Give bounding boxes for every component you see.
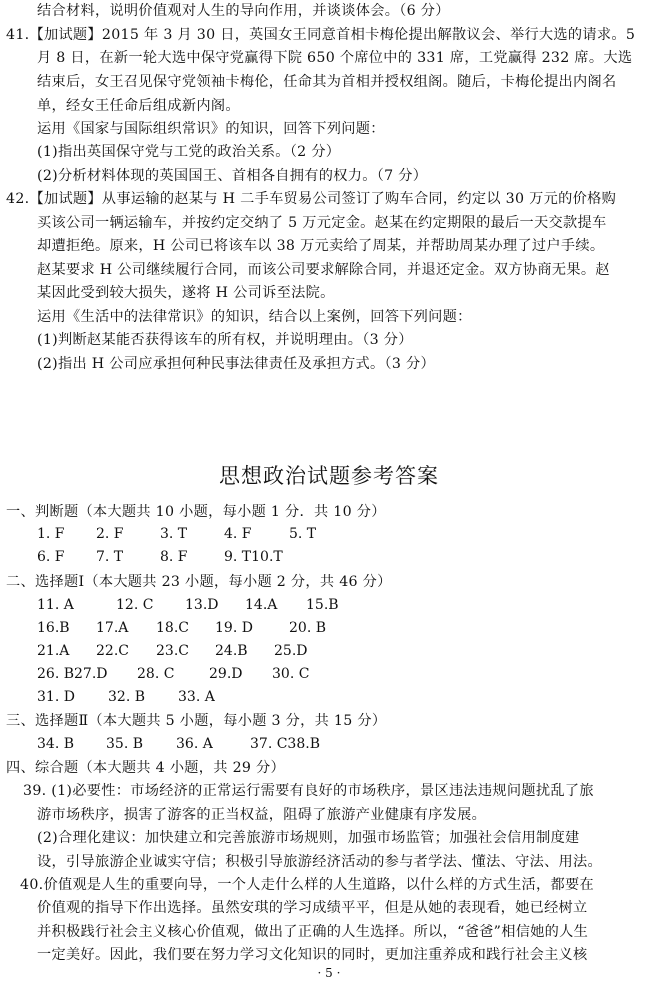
answer-item: 31. D	[37, 689, 75, 705]
answer-item: 25.D	[274, 643, 308, 659]
question-41-part-1: (1)指出英国保守党与工党的政治关系。（2 分）	[37, 144, 341, 160]
answer-40-line: 一定美好。因此，我们要在努力学习文化知识的同时，更加注重养成和践行社会主义核	[37, 947, 588, 963]
answer-item: 32. B	[108, 689, 146, 705]
answer-39-line: 设，引导旅游企业诚实守信；积极引导旅游经济活动的参与者学法、懂法、守法、用法。	[37, 854, 603, 870]
answer-39-line: (2)合理化建议：加快建立和完善旅游市场规则，加强市场监管；加强社会信用制度建	[37, 830, 580, 846]
answer-40-line: 并积极践行社会主义核心价值观，做出了正确的人生选择。所以，“爸爸”相信她的人生	[37, 924, 589, 940]
question-42-line: 买该公司一辆运输车，并按约定交纳了 5 万元定金。赵某在约定期限的最后一天交款提车	[37, 215, 607, 231]
answer-item: 34. B	[37, 736, 75, 752]
answer-item: 22.C	[96, 643, 129, 659]
answer-item: 2. F	[96, 526, 124, 542]
question-41-line: 单，经女王任命后组成新内阁。	[37, 98, 240, 114]
question-41-line: 41.【加试题】2015 年 3 月 30 日，英国女王同意首相卡梅伦提出解散议会、举行大选的请求。5	[6, 27, 636, 43]
answer-item: 37. C38.B	[250, 736, 320, 752]
answer-item: 20. B	[289, 620, 327, 636]
section-heading: 四、综合题（本大题共 4 小题，共 29 分）	[6, 760, 286, 776]
answer-key-title: 思想政治试题参考答案	[219, 464, 439, 488]
answer-40-line: 40.价值观是人生的重要向导，一个人走什么样的人生道路，以什么样的方式生活，都要在	[20, 877, 594, 893]
answer-item: 7. T	[96, 549, 124, 565]
question-42-line: 42.【加试题】从事运输的赵某与 H 二手车贸易公司签订了购车合同，约定以 30 万元的价格购	[6, 191, 617, 207]
answer-item: 12. C	[116, 597, 154, 613]
question-42-part-1: (1)判断赵某能否获得该车的所有权，并说明理由。（3 分）	[37, 332, 413, 348]
answer-item: 19. D	[215, 620, 253, 636]
answer-item: 18.C	[156, 620, 189, 636]
answer-item: 3. T	[160, 526, 188, 542]
answer-item: 35. B	[106, 736, 144, 752]
answer-item: 29.D	[209, 666, 243, 682]
answer-item: 16.B	[37, 620, 70, 636]
question-41-line: 月 8 日，在新一轮大选中保守党赢得下院 650 个席位中的 331 席，工党赢得 232 席。大选	[37, 50, 633, 66]
answer-item: 14.A	[245, 597, 278, 613]
page-number: · 5 ·	[317, 966, 341, 980]
answer-item: 13.D	[185, 597, 219, 613]
answer-item: 36. A	[176, 736, 213, 752]
question-41-line: 结束后，女王召见保守党领袖卡梅伦，任命其为首相并授权组阁。随后，卡梅伦提出内阁名	[37, 74, 617, 90]
question-41-instruction: 运用《国家与国际组织常识》的知识，回答下列问题：	[37, 121, 385, 137]
answer-item: 17.A	[96, 620, 129, 636]
question-41-part-2: (2)分析材料体现的英国国王、首相各自拥有的权力。（7 分）	[37, 168, 428, 184]
answer-item: 26. B27.D	[37, 666, 108, 682]
answer-39-line: 39. (1)必要性：市场经济的正常运行需要有良好的市场秩序，景区违法违规问题扰乱了旅	[23, 783, 594, 799]
answer-item: 9. T10.T	[224, 549, 283, 565]
answer-item: 11. A	[37, 597, 74, 613]
question-42-part-2: (2)指出 H 公司应承担何种民事法律责任及承担方式。（3 分）	[37, 356, 436, 372]
question-42-line: 却遭拒绝。原来，H 公司已将该车以 38 万元卖给了周某，并帮助周某办理了过户手续。	[37, 238, 605, 254]
question-42-line: 某因此受到较大损失，遂将 H 公司诉至法院。	[37, 285, 335, 301]
question-42-line: 赵某要求 H 公司继续履行合同，而该公司要求解除合同，并退还定金。双方协商无果。赵	[37, 262, 610, 278]
answer-item: 24.B	[215, 643, 248, 659]
answer-item: 1. F	[37, 526, 65, 542]
answer-item: 33. A	[178, 689, 215, 705]
section-heading: 一、判断题（本大题共 10 小题，每小题 1 分．共 10 分）	[6, 504, 386, 520]
answer-item: 15.B	[306, 597, 339, 613]
answer-item: 23.C	[156, 643, 189, 659]
answer-item: 6. F	[37, 549, 65, 565]
answer-item: 4. F	[224, 526, 252, 542]
question-42-instruction: 运用《生活中的法律常识》的知识，结合以上案例，回答下列问题：	[37, 309, 472, 325]
answer-item: 21.A	[37, 643, 70, 659]
answer-item: 8. F	[160, 549, 188, 565]
answer-item: 28. C	[137, 666, 175, 682]
text-line: 结合材料，说明价值观对人生的导向作用，并谈谈体会。（6 分）	[37, 3, 450, 19]
section-heading: 三、选择题Ⅱ（本大题共 5 小题，每小题 3 分，共 15 分）	[6, 713, 387, 729]
answer-39-line: 游市场秩序，损害了游客的正当权益，阻碍了旅游产业健康有序发展。	[37, 807, 487, 823]
section-heading: 二、选择题Ⅰ（本大题共 23 小题，每小题 2 分，共 46 分）	[6, 574, 392, 590]
answer-40-line: 价值观的指导下作出选择。虽然安琪的学习成绩平平，但是从她的表现看，她已经树立	[37, 900, 588, 916]
answer-item: 5. T	[289, 526, 317, 542]
answer-item: 30. C	[272, 666, 310, 682]
